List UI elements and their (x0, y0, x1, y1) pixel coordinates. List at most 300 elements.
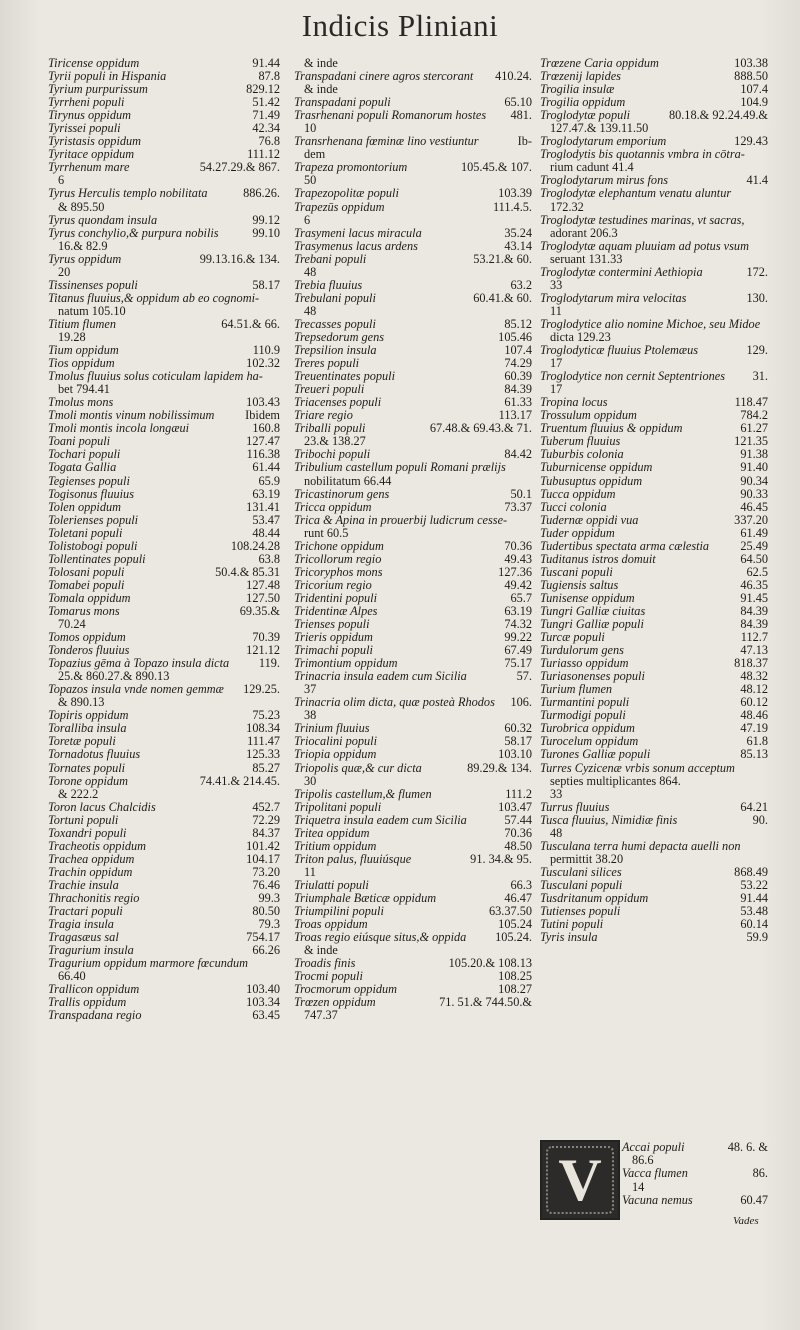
index-entry-term: Trica & Apina in prouerbij ludicrum cesse- (294, 512, 508, 527)
index-entry-term: Tolen oppidum (48, 499, 121, 514)
index-entry-term: Trepsedorum gens (294, 329, 385, 344)
index-entry (48, 540, 280, 553)
index-entry-term: Tugiensis saltus (540, 577, 619, 592)
index-entry-term: Tochari populi (48, 447, 121, 462)
index-entry (294, 840, 532, 853)
index-entry-continuation: natum 105.10 (58, 303, 126, 318)
index-entry-term: Tropina locus (540, 395, 608, 410)
index-entry (294, 801, 532, 814)
index-entry-reference: 60.32 (504, 721, 532, 736)
index-entry-term: Troglodytarum mirus fons (540, 173, 669, 188)
index-entry-reference: 90. (752, 812, 768, 827)
index-entry-continuation: 10 (304, 121, 317, 136)
index-entry-term: Tragurium oppidum marmore fœcundum (48, 956, 249, 971)
index-entry-reference: 49.42 (504, 577, 532, 592)
index-entry (294, 161, 532, 187)
index-entry-term: Toxandri populi (48, 825, 127, 840)
index-entry-term: Tornadotus fluuius (48, 747, 141, 762)
index-entry-reference: 75.17 (504, 656, 532, 671)
index-entry (540, 592, 768, 605)
index-entry-term: Tridentini populi (294, 590, 378, 605)
index-entry-term: Tragia insula (48, 917, 114, 932)
index-entry (48, 657, 280, 683)
index-entry-reference: 70.36 (504, 825, 532, 840)
index-entry-reference: 103.38 (734, 56, 768, 70)
index-entry-term: Tuberum fluuius (540, 434, 621, 449)
index-entry-reference: 160.8 (252, 421, 280, 436)
index-entry-continuation: 33 (550, 786, 563, 801)
index-entry-reference: 75.23 (252, 708, 280, 723)
index-entry (294, 748, 532, 761)
index-entry-term: Turrus fluuius (540, 799, 610, 814)
index-entry-reference: 130. (746, 290, 768, 305)
index-entry (48, 488, 280, 501)
index-entry (540, 540, 768, 553)
index-entry-reference: 80.18.& 92.24.49.& (668, 108, 768, 123)
page-title: Indicis Pliniani (301, 8, 499, 43)
index-entry-term: Trichone oppidum (294, 538, 384, 553)
index-entry-term: Trocmi populi (294, 969, 363, 984)
index-entry-term: Trimachi populi (294, 643, 373, 658)
index-entry (294, 70, 532, 96)
index-entry-term: Tricoryphos mons (294, 564, 383, 579)
index-entry-term: Tricorium regio (294, 577, 372, 592)
index-entry-reference: 31. (752, 369, 768, 384)
index-entry-reference: 886.26. (243, 186, 280, 201)
index-entry-term: Tungri Galliæ ciuitas (540, 603, 646, 618)
index-entry-reference: 91. 34.& 95. (470, 851, 532, 866)
index-entry-reference: 61.33 (504, 395, 532, 410)
index-entry (540, 109, 768, 135)
index-entry-term: Tuditanus istros domuit (540, 551, 656, 566)
index-entry-term: Tutienses populi (540, 904, 621, 919)
index-entry-reference: 131.41 (246, 499, 280, 514)
index-entry-continuation: 86.6 (632, 1153, 654, 1168)
index-entry-reference: 25.49 (740, 538, 768, 553)
index-entry-reference: 61.49 (740, 525, 768, 540)
index-entry (540, 527, 768, 540)
index-entry-term: Tricastinorum gens (294, 486, 390, 501)
index-entry-term: Turdulorum gens (540, 643, 624, 658)
index-entry-term: Trepsilion insula (294, 343, 377, 358)
index-entry-term: Troglodytice non cernit Septentriones (540, 369, 725, 384)
index-entry-reference: 112.7 (740, 630, 768, 645)
index-entry-continuation: 48 (304, 303, 317, 318)
index-entry-term: Trieris oppidum (294, 630, 373, 645)
initial-letter-glyph: V (558, 1147, 602, 1213)
index-entry-reference: 47.19 (740, 721, 768, 736)
index-entry (294, 135, 532, 161)
index-column-1 (48, 57, 280, 1022)
index-entry-continuation: permittit 38.20 (550, 851, 624, 866)
index-entry-term: Tragasæus sal (48, 930, 119, 945)
index-entry-reference: 50.1 (510, 486, 532, 501)
index-entry-continuation: 17 (550, 382, 563, 397)
index-entry-term: Tegienses populi (48, 473, 130, 488)
index-entry-term: Trogilia oppidum (540, 95, 626, 110)
index-entry (48, 514, 280, 527)
index-entry-continuation: seruant 131.33 (550, 251, 623, 266)
index-entry-continuation: & 222.2 (58, 786, 99, 801)
index-entry-reference: 47.13 (740, 643, 768, 658)
index-entry-term: Trallis oppidum (48, 995, 127, 1010)
index-entry (540, 762, 768, 788)
index-entry (48, 592, 280, 605)
index-entry-reference: 61.8 (746, 734, 768, 749)
index-entry-term: Triton palus, fluuiúsque (294, 851, 412, 866)
index-entry-term: Troas oppidum (294, 917, 368, 932)
index-entry-reference: 84.42 (504, 447, 532, 462)
index-entry-term: Trallicon oppidum (48, 982, 140, 997)
index-entry (294, 931, 532, 957)
index-entry-term: Tyrii populi in Hispania (48, 69, 167, 84)
index-entry-term: Trasymenus lacus ardens (294, 238, 418, 253)
index-entry-term: Trebani populi (294, 251, 367, 266)
index-entry-term: Tyrissei populi (48, 121, 121, 136)
index-entry-reference: 48. 6. & (727, 1140, 768, 1154)
index-entry-term: Trapeza promontorium (294, 160, 408, 175)
index-entry-term: Tyrus conchylio,& purpura nobilis (48, 225, 219, 240)
index-entry-reference: 66.3 (510, 877, 532, 892)
index-entry-reference: 64.51.& 66. (221, 316, 280, 331)
index-entry-term: Tunisense oppidum (540, 590, 635, 605)
index-entry-reference: 63.37.50 (488, 904, 532, 919)
index-entry (540, 370, 768, 396)
index-entry-reference: 58.17 (504, 734, 532, 749)
index-entry-reference: 59.9 (746, 930, 768, 945)
index-entry-continuation: & inde (304, 943, 338, 958)
index-entry-term: Trinacria insula eadem cum Sicilia (294, 669, 467, 684)
index-entry-reference: 43.14 (504, 238, 532, 253)
index-entry-term: Tolosani populi (48, 564, 125, 579)
index-entry-reference: 91.40 (740, 460, 768, 475)
index-entry-term: Turiasso oppidum (540, 656, 629, 671)
index-entry-term: Tortuni populi (48, 812, 119, 827)
index-entry-continuation: 48 (550, 825, 563, 840)
index-entry (540, 475, 768, 488)
index-entry-reference: 754.17 (246, 930, 280, 945)
index-entry-term: Torone oppidum (48, 773, 129, 788)
index-entry-continuation: 16.& 82.9 (58, 238, 108, 253)
index-entry (48, 748, 280, 761)
index-entry (540, 344, 768, 370)
index-entry-term: Togisonus fluuius (48, 486, 134, 501)
index-entry-reference: 70.36 (504, 538, 532, 553)
index-entry (540, 318, 768, 344)
index-entry-reference: 103.39 (498, 186, 532, 201)
index-entry-term: Titanus fluuius,& oppidum ab eo cognomi- (48, 290, 260, 305)
index-entry (48, 553, 280, 566)
index-entry (48, 214, 280, 227)
index-entry-reference: 868.49 (734, 864, 768, 879)
index-entry-reference: 90.33 (740, 486, 768, 501)
index-entry-reference: 888.50 (734, 69, 768, 84)
index-entry-reference: 65.9 (258, 473, 280, 488)
index-entry-reference: 63.19 (504, 603, 532, 618)
index-entry-continuation: septies multiplicantes 864. (550, 773, 681, 788)
index-entry-continuation: dem (304, 147, 326, 162)
index-entry-reference: 113.17 (498, 408, 532, 423)
index-entry-term: Troglodytarum mira velocitas (540, 290, 687, 305)
index-entry-reference: 53.47 (252, 512, 280, 527)
index-entry-term: Troglodytis bis quotannis vmbra in cōtra- (540, 147, 745, 162)
index-entry-term: Tmolus mons (48, 395, 114, 410)
index-entry-term: Triopia oppidum (294, 747, 377, 762)
index-entry-reference: 91.38 (740, 447, 768, 462)
index-entry-term: Triare regio (294, 408, 353, 423)
index-entry-term: Triumphale Bæticæ oppidum (294, 891, 437, 905)
index-entry-reference: 84.37 (252, 825, 280, 840)
index-entry-term: Trœzenij lapides (540, 69, 621, 84)
index-entry-reference: 99.22 (504, 630, 532, 645)
index-entry-term: Troglodytæ testudines marinas, vt sacras, (540, 212, 745, 227)
index-entry-reference: 71. 51.& 744.50.& (439, 995, 532, 1010)
index-entry-term: Treres populi (294, 356, 360, 371)
index-entry-term: Trebulani populi (294, 290, 376, 305)
index-entry-term: Toletani populi (48, 525, 123, 540)
index-entry (540, 240, 768, 266)
index-entry-continuation: rium cadunt 41.4 (550, 160, 634, 175)
index-entry-term: Tirynus oppidum (48, 108, 132, 123)
index-entry (48, 253, 280, 279)
index-entry-continuation: 70.24 (58, 617, 86, 632)
index-entry-reference: 60.12 (740, 695, 768, 710)
index-entry-reference: 80.50 (252, 904, 280, 919)
index-entry-continuation: & 895.50 (58, 199, 105, 214)
index-entry-term: Tornates populi (48, 760, 126, 775)
index-entry-term: Tuburnicense oppidum (540, 460, 653, 475)
index-entry-continuation: 50 (304, 173, 317, 188)
index-entry-reference: 829.12 (246, 82, 280, 97)
index-entry (294, 827, 532, 840)
index-entry-reference: 127.36 (498, 564, 532, 579)
index-entry-term: Tmoli montis vinum nobilissimum (48, 408, 215, 423)
index-entry-reference: 84.39 (740, 603, 768, 618)
index-entry-term: Transrhenana fœminæ lino vestiuntur (294, 134, 479, 149)
index-entry-continuation: 19.28 (58, 329, 86, 344)
index-entry-term: Trœzene Caria oppidum (540, 56, 659, 70)
index-entry-term: Tollentinates populi (48, 551, 146, 566)
index-entry-term: Tusculani populi (540, 877, 623, 892)
index-entry (294, 253, 532, 279)
index-entry-reference: 79.3 (258, 917, 280, 932)
index-entry-term: Triquetra insula eadem cum Sicilia (294, 812, 467, 827)
index-entry (294, 240, 532, 253)
index-entry-term: Tucci colonia (540, 499, 607, 514)
index-entry-reference: 61.44 (252, 460, 280, 475)
index-entry (294, 592, 532, 605)
index-entry-term: Tolistobogi populi (48, 538, 138, 553)
index-entry-reference: 108.34 (246, 721, 280, 736)
index-entry-reference: 46.35 (740, 577, 768, 592)
index-entry-reference: 105.46 (498, 329, 532, 344)
index-entry-continuation: 48 (304, 264, 317, 279)
index-entry (294, 501, 532, 514)
index-entry-term: Trocmorum oppidum (294, 982, 398, 997)
index-entry (622, 1167, 768, 1193)
index-entry-term: Tricca oppidum (294, 499, 372, 514)
index-entry (48, 566, 280, 579)
index-column-3 (540, 57, 768, 944)
index-entry-reference: 42.34 (252, 121, 280, 136)
index-entry-reference: 63.8 (258, 551, 280, 566)
index-entry-term: Trienses populi (294, 617, 370, 632)
index-entry-continuation: 172.32 (550, 199, 584, 214)
index-entry-continuation: 25.& 860.27.& 890.13 (58, 669, 170, 684)
index-entry-term: Tyrrhenum mare (48, 160, 130, 175)
index-entry-continuation: 33 (550, 277, 563, 292)
index-entry (540, 461, 768, 474)
index-entry-reference: 89.29.& 134. (467, 760, 532, 775)
index-entry-reference: 46.47 (504, 891, 532, 905)
index-entry-term: Transpadani populi (294, 95, 391, 110)
index-entry (622, 1141, 768, 1167)
index-entry (294, 201, 532, 227)
index-entry-continuation: 11 (304, 864, 316, 879)
index-entry-reference: 105.24 (498, 917, 532, 932)
index-entry-reference: 65.10 (504, 95, 532, 110)
index-entry-term: Titium flumen (48, 316, 116, 331)
index-entry (540, 214, 768, 240)
index-entry-reference: Ib- (517, 134, 532, 149)
index-entry (540, 840, 768, 866)
index-entry (294, 566, 532, 579)
index-entry-term: Tomos oppidum (48, 630, 126, 645)
index-entry-reference: 41.4 (746, 173, 768, 188)
index-entry-term: Turobrica oppidum (540, 721, 635, 736)
index-entry-term: Tribulium castellum populi Romani prælijs (294, 460, 506, 475)
index-entry-reference: 84.39 (740, 617, 768, 632)
index-entry-term: Trachea oppidum (48, 851, 135, 866)
index-entry (48, 501, 280, 514)
index-entry-reference: 108.27 (498, 982, 532, 997)
index-entry (48, 814, 280, 827)
index-entry-term: Toani populi (48, 434, 111, 449)
index-entry-reference: 69.35.& (239, 603, 280, 618)
index-entry-term: Troglodytæ elephantum venatu aluntur (540, 186, 732, 201)
index-entry (540, 748, 768, 761)
index-entry-term: Topazos insula vnde nomen gemmæ (48, 682, 224, 697)
index-entry-reference: 51.42 (252, 95, 280, 110)
index-entry-term: Troglodytæ aquam pluuiam ad potus vsum (540, 238, 749, 253)
index-entry-reference: 85.13 (740, 747, 768, 762)
index-entry-reference: 103.40 (246, 982, 280, 997)
index-entry-reference: 410.24. (495, 69, 532, 84)
index-entry-term: Tmolus fluuius solus coticulam lapidem ha- (48, 369, 263, 384)
index-entry-reference: 111.12 (247, 147, 280, 162)
index-entry-continuation: 14 (632, 1179, 645, 1194)
index-entry-reference: 116.38 (246, 447, 280, 462)
index-entry-term: Troglodytice alio nomine Michoe, seu Midoe (540, 316, 761, 331)
index-entry-reference: 127.50 (246, 590, 280, 605)
index-entry-reference: 60.39 (504, 369, 532, 384)
index-entry-reference: 105.20.& 108.13 (448, 956, 532, 971)
index-entry (294, 853, 532, 879)
index-entry-reference: 74.41.& 214.45. (199, 773, 280, 788)
index-entry-term: Truentum fluuius & oppidum (540, 421, 683, 436)
index-entry-term: Trachin oppidum (48, 864, 133, 879)
index-entry-reference: 105.24. (495, 930, 532, 945)
index-entry-term: Toron lacus Chalcidis (48, 799, 156, 814)
index-entry (294, 422, 532, 448)
index-entry (48, 1009, 280, 1022)
index-entry-term: Tudernæ oppidi vua (540, 512, 639, 527)
index-entry-term: Tyrus quondam insula (48, 212, 158, 227)
index-entry-reference: 99.13.16.& 134. (199, 251, 280, 266)
index-entry-term: Triocalini populi (294, 734, 378, 749)
index-entry-term: Accai populi (622, 1140, 685, 1154)
index-entry-reference: 46.45 (740, 499, 768, 514)
index-entry-term: Tripolitani populi (294, 799, 382, 814)
index-entry-reference: 107.4 (504, 343, 532, 358)
index-entry-continuation: 6 (58, 173, 65, 188)
index-entry-reference: 85.12 (504, 316, 532, 331)
index-entry (294, 109, 532, 135)
index-entry (48, 840, 280, 853)
index-entry-term: Tyristasis oppidum (48, 134, 142, 149)
index-entry-term: Tuscani populi (540, 564, 613, 579)
index-entry-term: Tios oppidum (48, 356, 115, 371)
index-entry-term: Trœzen oppidum (294, 995, 376, 1010)
index-entry (294, 514, 532, 540)
index-entry-continuation: 23.& 138.27 (304, 434, 366, 449)
index-entry-reference: 76.46 (252, 877, 280, 892)
index-entry-reference: 65.7 (510, 590, 532, 605)
index-entry-reference: 67.49 (504, 643, 532, 658)
index-entry-term: Toralliba insula (48, 721, 127, 736)
index-entry-reference: 108.24.28 (230, 538, 280, 553)
index-entry-term: Trasymeni lacus miracula (294, 225, 422, 240)
index-entry-reference: 74.32 (504, 617, 532, 632)
index-entry-reference: 107.4 (740, 82, 768, 97)
index-entry-continuation: 127.47.& 139.11.50 (550, 121, 649, 136)
index-entry-term: Topazius gēma à Topazo insula dicta (48, 656, 230, 671)
index-entry-term: Tomarus mons (48, 603, 120, 618)
index-entry-reference: 48.32 (740, 669, 768, 684)
index-entry-term: Tubusuptus oppidum (540, 473, 643, 488)
index-entry-term: Treuentinates populi (294, 369, 395, 384)
index-entry-term: Tolerienses populi (48, 512, 139, 527)
index-entry-reference: 64.21 (740, 799, 768, 814)
index-entry-reference: 58.17 (252, 277, 280, 292)
index-entry-term: Tomala oppidum (48, 590, 131, 605)
index-entry-term: Trebia fluuius (294, 277, 363, 292)
index-entry-reference: 74.29 (504, 356, 532, 371)
index-entry-term: Tribochi populi (294, 447, 371, 462)
index-entry-term: Trapezūs oppidum (294, 199, 385, 214)
index-entry-reference: 53.22 (740, 877, 768, 892)
index-entry-reference: 121.12 (246, 643, 280, 658)
index-entry-term: Trogilia insulæ (540, 82, 615, 97)
index-entry (48, 292, 280, 318)
index-entry-reference: 53.21.& 60. (473, 251, 532, 266)
index-entry (48, 775, 280, 801)
index-entry-term: Vacca flumen (622, 1166, 688, 1181)
index-entry-continuation: 66.40 (58, 969, 86, 984)
index-entry (48, 227, 280, 253)
index-entry-term: Vacuna nemus (622, 1192, 693, 1207)
index-entry-reference: 73.37 (504, 499, 532, 514)
index-entry-reference: 57. (516, 669, 532, 684)
index-entry-term: Turium flumen (540, 682, 613, 697)
index-entry-term: Turmodigi populi (540, 708, 626, 723)
index-entry-reference: 91.44 (252, 56, 280, 70)
index-entry-term: Tyrrheni populi (48, 95, 125, 110)
index-entry (294, 696, 532, 722)
index-entry-term: Tyris insula (540, 930, 598, 945)
index-entry-term: Triopolis quæ,& cur dicta (294, 760, 422, 775)
index-entry-reference: 86. (752, 1166, 768, 1181)
